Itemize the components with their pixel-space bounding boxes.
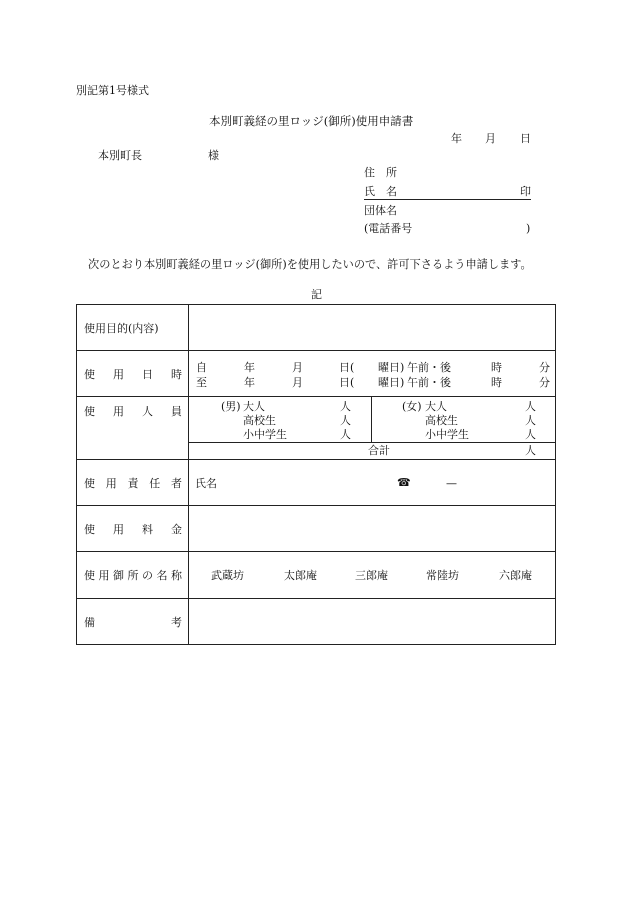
- facility-options-cell: [189, 552, 556, 599]
- dt-to-ampm: 午前・後: [407, 375, 451, 389]
- phone-icon: ☎: [397, 475, 411, 489]
- fee-label: 使 用 料 金: [84, 522, 182, 536]
- row-responsible: [77, 460, 556, 506]
- name-underline: [364, 199, 531, 200]
- fee-input-cell[interactable]: [189, 506, 556, 552]
- datetime-label: 使 用 日 時: [84, 367, 182, 381]
- purpose-input-cell[interactable]: [189, 305, 556, 351]
- purpose-label: 使用目的(内容): [84, 321, 159, 335]
- org-label: 団体名: [364, 204, 397, 217]
- facility-option-hitachibo[interactable]: 常陸坊: [426, 568, 459, 582]
- female-high-unit: 人: [525, 414, 536, 427]
- female-tag: (女): [402, 400, 422, 413]
- male-junior-label: 小中学生: [243, 428, 287, 441]
- dt-from-day: 日(: [339, 360, 355, 374]
- application-table: [76, 304, 556, 645]
- datetime-label-cell: [77, 351, 189, 397]
- facility-option-saburoan[interactable]: 三郎庵: [355, 568, 388, 582]
- date-day: 日: [520, 132, 531, 145]
- dt-to-year: 年: [244, 375, 255, 389]
- row-facility: [77, 552, 556, 599]
- female-junior-unit: 人: [525, 428, 536, 441]
- form-title: 本別町義経の里ロッジ(御所)使用申請書: [209, 114, 414, 128]
- responsible-label-cell: [77, 460, 189, 506]
- male-high-unit: 人: [340, 414, 351, 427]
- responsible-input-cell[interactable]: [189, 460, 556, 506]
- date-year: 年: [451, 132, 462, 145]
- people-divider-horizontal: [189, 442, 555, 443]
- addressee-honorific: 様: [208, 149, 219, 162]
- remarks-input-cell[interactable]: [189, 599, 556, 645]
- remarks-label-cell: [77, 599, 189, 645]
- dt-to-weekday: 曜日): [378, 375, 405, 389]
- responsible-label: 使 用 責 任 者: [84, 476, 182, 490]
- dt-to-minute: 分: [539, 375, 550, 389]
- people-divider-vertical: [371, 397, 372, 442]
- dt-to-hour: 時: [491, 375, 502, 389]
- male-adult-label: 大人: [243, 400, 265, 413]
- female-adult-label: 大人: [425, 400, 447, 413]
- dt-from-month: 月: [292, 360, 303, 374]
- row-remarks: [77, 599, 556, 645]
- male-junior-unit: 人: [340, 428, 351, 441]
- addressee-name: 本別町長: [98, 149, 142, 162]
- phone-close: ): [526, 222, 531, 235]
- facility-option-musashibo[interactable]: 武蔵坊: [211, 568, 244, 582]
- dt-to-month: 月: [292, 375, 303, 389]
- phone-open: (電話番号: [364, 222, 413, 235]
- female-high-label: 高校生: [425, 414, 458, 427]
- row-datetime: [77, 351, 556, 397]
- responsible-name-label: 氏名: [195, 476, 217, 490]
- female-adult-unit: 人: [525, 400, 536, 413]
- facility-option-rokuroan[interactable]: 六郎庵: [499, 568, 532, 582]
- ki-heading: 記: [311, 288, 322, 301]
- people-label: 使 用 人 員: [84, 405, 182, 418]
- dt-from-prefix: 自: [196, 360, 207, 374]
- fee-label-cell: [77, 506, 189, 552]
- dt-from-ampm: 午前・後: [407, 360, 451, 374]
- dt-from-hour: 時: [491, 360, 502, 374]
- dt-from-year: 年: [244, 360, 255, 374]
- dt-to-prefix: 至: [196, 375, 207, 389]
- facility-label-cell: [77, 552, 189, 599]
- male-tag: (男): [221, 400, 241, 413]
- datetime-input-cell[interactable]: [189, 351, 556, 397]
- seal-mark: 印: [520, 185, 531, 198]
- date-month: 月: [485, 132, 496, 145]
- dt-from-weekday: 曜日): [378, 360, 405, 374]
- total-unit: 人: [525, 444, 536, 457]
- male-adult-unit: 人: [340, 400, 351, 413]
- remarks-label: 備 考: [84, 615, 182, 629]
- request-body-text: 次のとおり本別町義経の里ロッジ(御所)を使用したいので、許可下さるよう申請します。: [88, 258, 532, 271]
- purpose-label-cell: [77, 305, 189, 351]
- dt-to-day: 日(: [339, 375, 355, 389]
- people-label-cell: [77, 397, 189, 460]
- row-purpose: [77, 305, 556, 351]
- female-junior-label: 小中学生: [425, 428, 469, 441]
- applicant-name-label: 氏 名: [364, 185, 397, 198]
- row-fee: [77, 506, 556, 552]
- address-label: 住 所: [364, 166, 397, 179]
- people-input-cell[interactable]: [189, 397, 556, 460]
- row-people: [77, 397, 556, 460]
- facility-label: 使 用 御 所 の 名 称: [84, 569, 182, 582]
- dt-from-minute: 分: [539, 360, 550, 374]
- form-number: 別記第1号様式: [76, 84, 149, 97]
- total-label: 合計: [368, 444, 390, 457]
- facility-option-taroan[interactable]: 太郎庵: [284, 568, 317, 582]
- phone-dash: —: [446, 476, 457, 490]
- male-high-label: 高校生: [243, 414, 276, 427]
